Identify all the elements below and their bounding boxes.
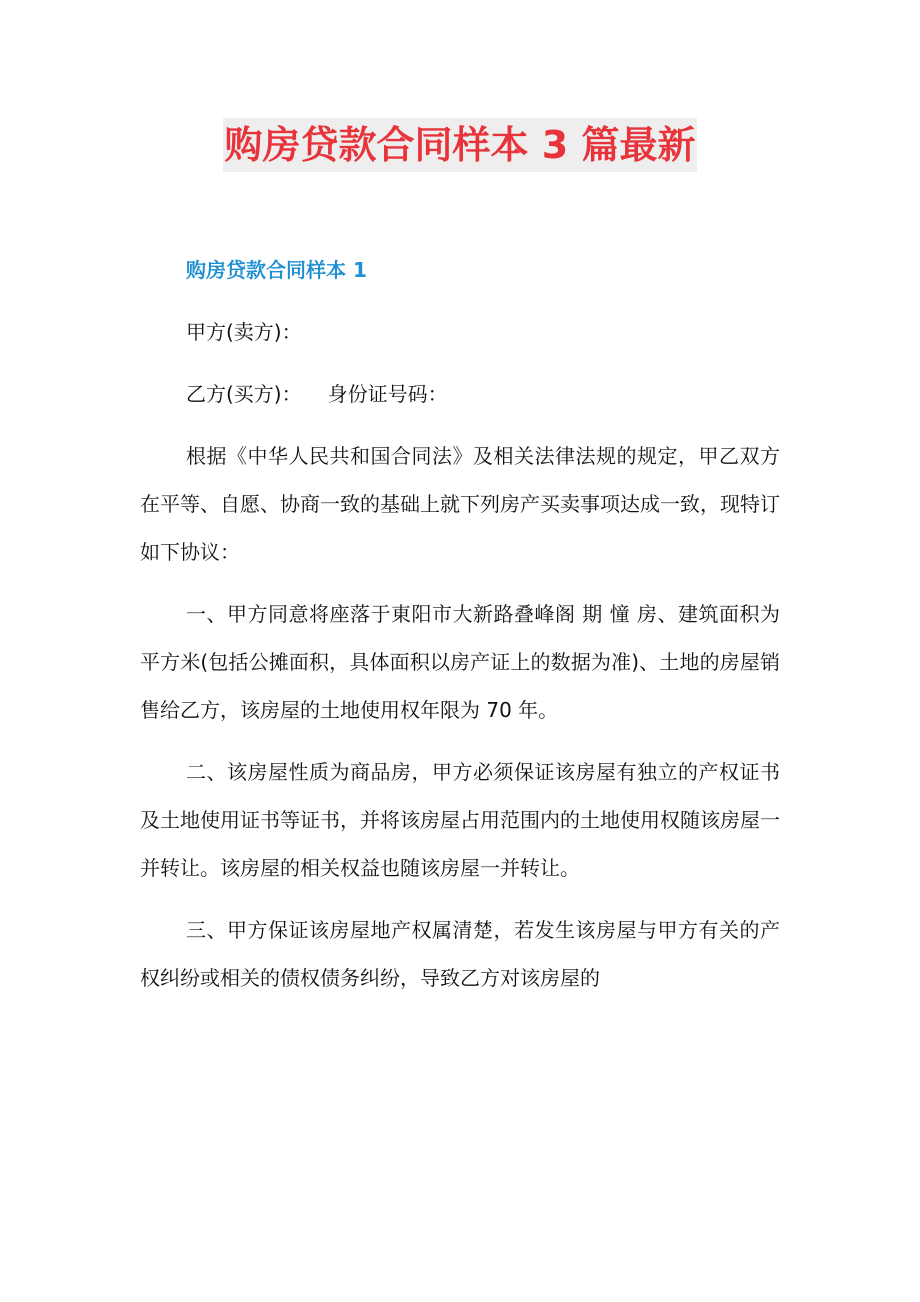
party-b-label: 乙方(买方)： bbox=[186, 382, 302, 406]
paragraph-clause-1: 一、甲方同意将座落于東阳市大新路叠峰阁 期 憧 房、建筑面积为 平方米(包括公摊面积，具体面积以房产证上的数据为准)、土地的房屋销售给乙方，该房屋的土地使用权年限为 70 年。 bbox=[140, 602, 780, 722]
party-b-line bbox=[140, 370, 780, 418]
document-body bbox=[140, 248, 780, 1016]
party-b-id-label: 身份证号码： bbox=[327, 382, 448, 406]
paragraph-intro: 根据《中华人民共和国合同法》及相关法律法规的规定，甲乙双方在平等、自愿、协商一致的基础上就下列房产买卖事项达成一致，现特订如下协议： bbox=[140, 444, 780, 564]
party-a-line: 甲方(卖方)： bbox=[186, 320, 302, 344]
section-heading: 购房贷款合同样本 1 bbox=[186, 258, 367, 282]
title-wrap bbox=[0, 118, 920, 172]
paragraph-clause-2: 二、该房屋性质为商品房，甲方必须保证该房屋有独立的产权证书及土地使用证书等证书，并将该房屋占用范围内的土地使用权随该房屋一并转让。该房屋的相关权益也随该房屋一并转让。 bbox=[140, 760, 780, 880]
paragraph-clause-3: 三、甲方保证该房屋地产权属清楚，若发生该房屋与甲方有关的产权纠纷或相关的债权债务纠纷，导致乙方对该房屋的 bbox=[140, 918, 780, 990]
document-title: 购房贷款合同样本 3 篇最新 bbox=[223, 118, 698, 172]
